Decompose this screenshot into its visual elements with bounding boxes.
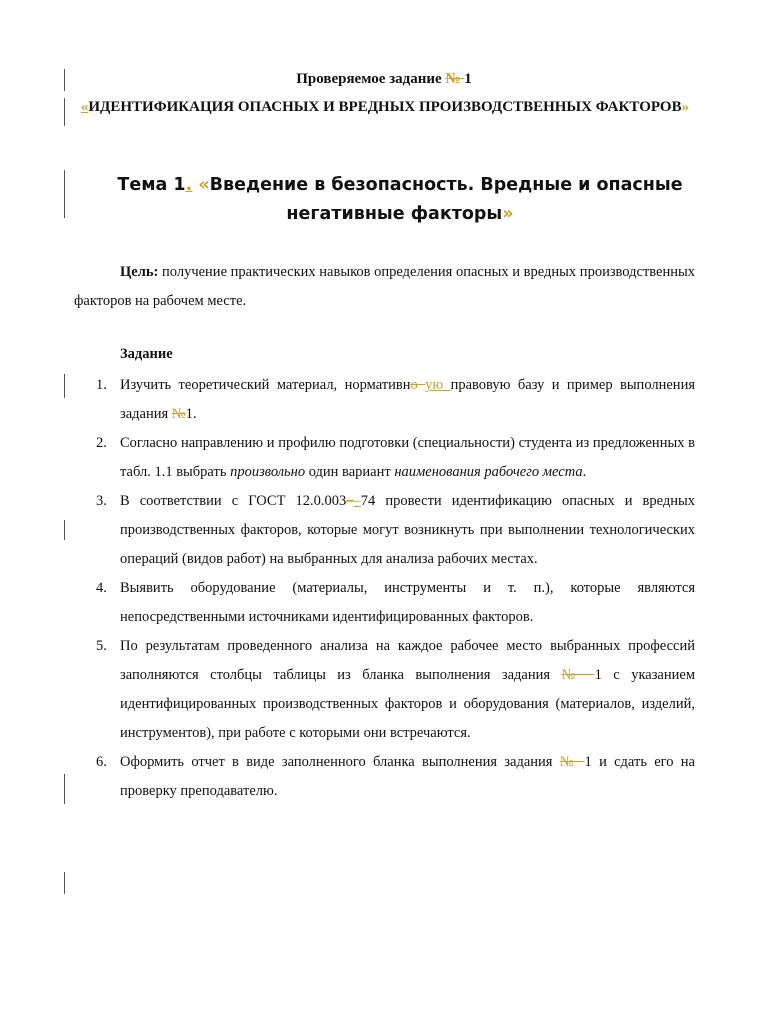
topic-heading: Тема 1. «Введение в безопасность. Вредные и опасные негативные факторы» (117, 175, 683, 224)
list-item-number: 3. (96, 493, 107, 509)
task-heading: Задание (120, 346, 173, 362)
list-item: 4. Выявить оборудование (материалы, инструменты и т. п.), которые являются непосредственными источниками идентифицированных факторов. (74, 574, 695, 632)
list-item: 6. Оформить отчет в виде заполненного бланка выполнения задания № 1 и сдать его на проверку преподавателю. (74, 748, 695, 806)
change-bar-6 (64, 774, 65, 804)
list-item-number: 5. (96, 638, 107, 654)
open-quote-inserted: « (80, 99, 89, 115)
change-bar-3 (64, 170, 65, 218)
task-list (74, 371, 695, 806)
topic-dot-inserted: . (185, 175, 193, 195)
goal-paragraph: Цель: получение практических навыков определения опасных и вредных производственных факторов на рабочем месте. (74, 264, 695, 309)
assignment-title: Проверяемое задание № 1 (296, 71, 472, 87)
list-item: 1. Изучить теоретический материал, нормативно ую правовую базу и пример выполнения задания №1. (74, 371, 695, 429)
change-bar-4 (64, 374, 65, 398)
list-item-number: 6. (96, 754, 107, 770)
close-quote-inserted: » (681, 99, 690, 115)
list-item: 2. Согласно направлению и профилю подготовки (специальности) студента из предложенных в табл. 1.1 выбрать произвольно один вариант наименования рабочего места. (74, 429, 695, 487)
list-item: 5. По результатам проведенного анализа на каждое рабочее место выбранных профессий заполняются столбцы таблицы из бланка выполнения задания № 1 с указанием идентифицированных производственных факторов и оборудования (материалов, изделий, инструментов), при работе с которыми они встречаются. (74, 632, 695, 748)
topic-open-quote: « (192, 175, 210, 195)
list-item: 3. В соответствии с ГОСТ 12.0.003––74 провести идентификацию опасных и вредных производственных факторов, которые могут возникнуть при выполнении технологических операций (видов работ) на выбранных для анализа рабочих местах. (74, 487, 695, 574)
goal-label: Цель: (120, 264, 159, 280)
list-item-number: 4. (96, 580, 107, 596)
assignment-subtitle: «ИДЕНТИФИКАЦИЯ ОПАСНЫХ И ВРЕДНЫХ ПРОИЗВОДСТВЕННЫХ ФАКТОРОВ» (80, 99, 690, 115)
topic-close-quote: » (502, 204, 514, 224)
number-sign-deleted: № (445, 71, 465, 87)
list-item-number: 2. (96, 435, 107, 451)
list-item-number: 1. (96, 377, 107, 393)
change-bar-5 (64, 520, 65, 540)
change-bar-2 (64, 98, 65, 126)
change-bar-7 (64, 872, 65, 894)
